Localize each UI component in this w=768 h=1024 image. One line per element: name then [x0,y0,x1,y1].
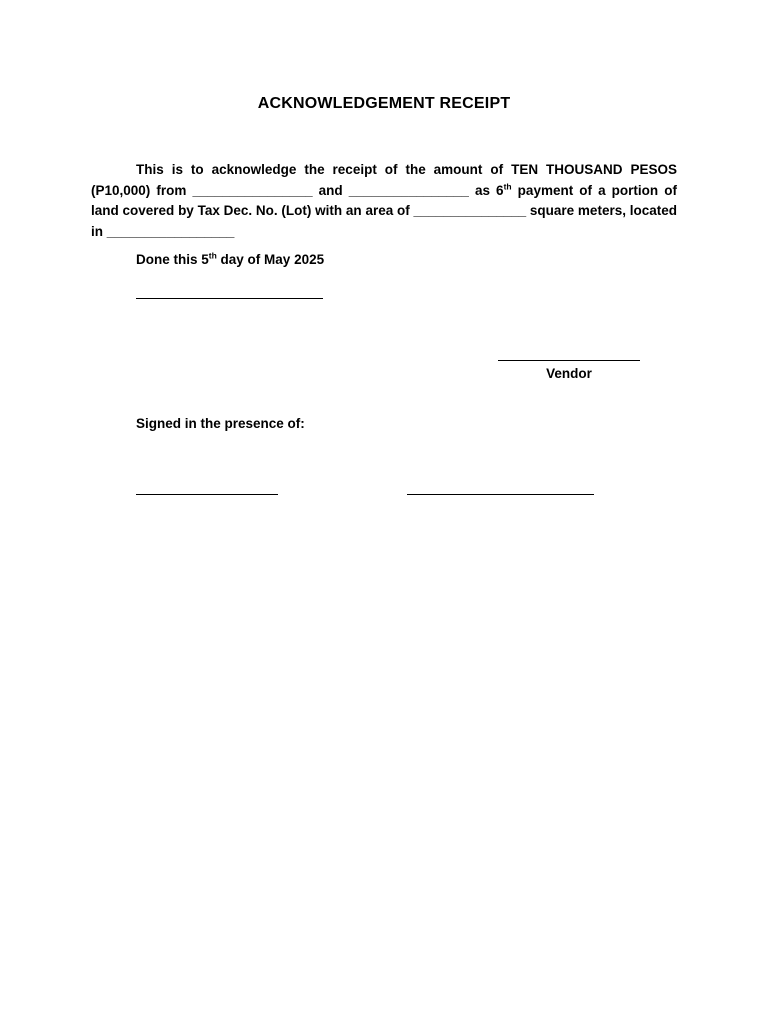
receipt-paragraph [91,160,677,242]
payer-name-blank-1: ________________ [192,182,313,198]
date-line [136,252,324,267]
date-prefix: Done this 5 [136,252,209,267]
witness-heading: Signed in the presence of: [136,416,305,431]
paragraph-text-4: payment of a portion of land covered by Tax Dec. No. (Lot) with an area of [91,182,677,218]
signature-line-payer [136,298,323,299]
paragraph-text-5: square meters, located in [91,203,677,239]
paragraph-text-3: as 6 [468,182,504,198]
ordinal-suffix: th [503,181,512,191]
paragraph-text-2: and [312,182,349,198]
document-title: ACKNOWLEDGEMENT RECEIPT [257,95,511,112]
signature-line-vendor [498,360,640,361]
area-blank: _______________ [413,203,527,218]
witness-signature-line-1 [136,494,278,495]
witness-signature-line-2 [407,494,594,495]
date-suffix: day of May 2025 [216,252,325,267]
paragraph-text-1: This is to acknowledge the receipt of the amount of TEN THOUSAND PESOS (P10,000) from [91,162,677,198]
payer-name-blank-2: ________________ [348,182,469,198]
date-ordinal-suffix: th [208,250,217,261]
location-blank: _________________ [106,223,235,239]
vendor-label: Vendor [546,366,592,381]
